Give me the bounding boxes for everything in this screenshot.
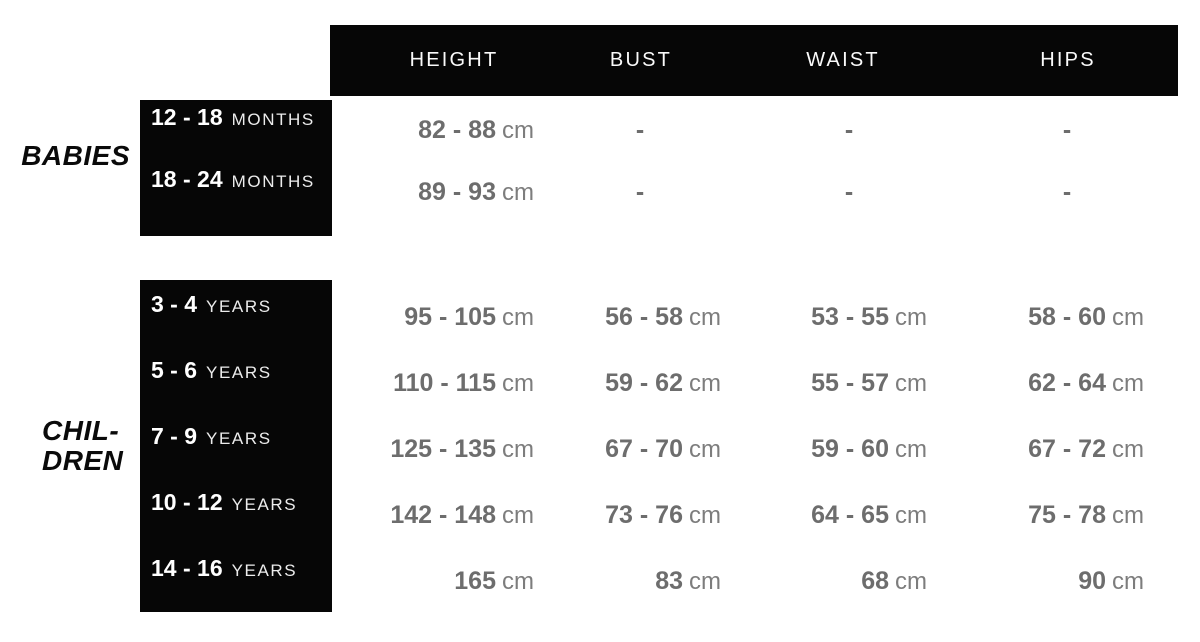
age-unit-label: YEARS xyxy=(206,429,272,448)
column-header-height: HEIGHT xyxy=(409,49,499,71)
bust-value-unit: cm xyxy=(689,370,721,397)
age-range-label: 12 - 18 xyxy=(151,104,223,130)
height-value-cell xyxy=(332,350,562,420)
age-unit-label: YEARS xyxy=(231,495,298,514)
height-value-number: 142 - 148 xyxy=(390,501,496,529)
height-value-unit: cm xyxy=(502,370,534,397)
table-row xyxy=(332,482,1180,548)
waist-empty-cell xyxy=(744,161,954,227)
column-header-waist: WAIST xyxy=(806,49,880,71)
bust-value-number: 83 xyxy=(655,567,683,595)
children-age-rows xyxy=(140,271,332,601)
height-value-cell xyxy=(332,548,562,618)
age-range-label: 14 - 16 xyxy=(151,555,223,581)
age-unit-label: YEARS xyxy=(206,363,272,382)
babies-values-grid xyxy=(332,99,1180,223)
age-range-label: 3 - 4 xyxy=(151,291,198,317)
bust-value-number: 56 - 58 xyxy=(605,303,683,331)
hips-value-cell xyxy=(954,482,1180,552)
hips-value-cell xyxy=(954,284,1180,354)
age-row xyxy=(140,271,332,337)
bust-value-unit: cm xyxy=(689,304,721,331)
hips-value-unit: cm xyxy=(1112,568,1144,595)
height-value-number: 95 - 105 xyxy=(404,303,496,331)
empty-dash: - xyxy=(844,178,854,206)
hips-value-number: 75 - 78 xyxy=(1028,501,1106,529)
table-row xyxy=(332,161,1180,223)
section-label-children-line1: CHIL- xyxy=(42,415,120,446)
hips-value-cell xyxy=(954,548,1180,618)
hips-value-cell xyxy=(954,416,1180,486)
empty-dash: - xyxy=(635,178,645,206)
hips-value-number: 90 xyxy=(1078,567,1106,595)
hips-value-number: 67 - 72 xyxy=(1028,435,1106,463)
age-row xyxy=(140,86,332,148)
height-value-number: 165 xyxy=(454,567,496,595)
column-header-bust: BUST xyxy=(609,49,673,71)
section-label-children xyxy=(42,416,123,476)
age-row xyxy=(140,403,332,469)
hips-value-unit: cm xyxy=(1112,370,1144,397)
column-header-hips: HIPS xyxy=(1040,49,1096,71)
bust-value-cell xyxy=(562,482,744,552)
hips-value-cell xyxy=(954,350,1180,420)
babies-age-rows xyxy=(140,86,332,210)
bust-value-number: 67 - 70 xyxy=(605,435,683,463)
waist-value-cell xyxy=(744,416,954,486)
hips-value-unit: cm xyxy=(1112,304,1144,331)
waist-value-unit: cm xyxy=(895,304,927,331)
empty-dash: - xyxy=(844,116,854,144)
waist-value-cell xyxy=(744,350,954,420)
age-unit-label: MONTHS xyxy=(231,110,315,129)
hips-empty-cell xyxy=(954,99,1180,165)
height-value-number: 89 - 93 xyxy=(418,178,496,206)
waist-value-cell xyxy=(744,482,954,552)
height-value-cell xyxy=(332,416,562,486)
babies-age-box xyxy=(140,100,332,236)
age-range-label: 5 - 6 xyxy=(151,357,198,383)
hips-value-unit: cm xyxy=(1112,502,1144,529)
bust-empty-cell xyxy=(549,99,731,165)
bust-value-unit: cm xyxy=(689,568,721,595)
height-value-unit: cm xyxy=(502,568,534,595)
age-row xyxy=(140,148,332,210)
age-row xyxy=(140,469,332,535)
bust-value-cell xyxy=(562,350,744,420)
age-range-label: 7 - 9 xyxy=(151,423,198,449)
age-row xyxy=(140,337,332,403)
waist-value-unit: cm xyxy=(895,436,927,463)
height-value-cell xyxy=(332,284,562,354)
children-values-grid xyxy=(332,284,1180,614)
table-row xyxy=(332,416,1180,482)
hips-value-unit: cm xyxy=(1112,436,1144,463)
section-label-babies: BABIES xyxy=(21,140,130,171)
height-value-unit: cm xyxy=(502,179,534,206)
height-value-cell xyxy=(332,161,562,227)
height-value-cell xyxy=(332,482,562,552)
empty-dash: - xyxy=(1062,116,1072,144)
bust-value-cell xyxy=(562,284,744,354)
height-value-number: 110 - 115 xyxy=(393,369,496,397)
bust-value-number: 59 - 62 xyxy=(605,369,683,397)
hips-value-number: 58 - 60 xyxy=(1028,303,1106,331)
bust-value-cell xyxy=(562,548,744,618)
height-value-unit: cm xyxy=(502,304,534,331)
height-value-unit: cm xyxy=(502,117,534,144)
hips-empty-cell xyxy=(954,161,1180,227)
table-row xyxy=(332,99,1180,161)
height-value-unit: cm xyxy=(502,502,534,529)
bust-empty-cell xyxy=(549,161,731,227)
table-header-bar xyxy=(330,25,1178,96)
empty-dash: - xyxy=(635,116,645,144)
empty-dash: - xyxy=(1062,178,1072,206)
table-row xyxy=(332,284,1180,350)
waist-value-number: 64 - 65 xyxy=(811,501,889,529)
age-unit-label: YEARS xyxy=(231,561,298,580)
age-row xyxy=(140,535,332,601)
section-label-children-line2: DREN xyxy=(42,445,124,476)
bust-value-unit: cm xyxy=(689,502,721,529)
waist-value-number: 55 - 57 xyxy=(811,369,889,397)
height-value-cell xyxy=(332,99,562,165)
waist-value-number: 53 - 55 xyxy=(811,303,889,331)
waist-value-number: 59 - 60 xyxy=(811,435,889,463)
height-value-number: 82 - 88 xyxy=(418,116,496,144)
table-row xyxy=(332,548,1180,614)
children-age-box xyxy=(140,280,332,612)
height-value-number: 125 - 135 xyxy=(390,435,496,463)
waist-value-cell xyxy=(744,548,954,618)
age-unit-label: MONTHS xyxy=(231,172,315,191)
age-range-label: 10 - 12 xyxy=(151,489,223,515)
hips-value-number: 62 - 64 xyxy=(1028,369,1106,397)
bust-value-unit: cm xyxy=(689,436,721,463)
height-value-unit: cm xyxy=(502,436,534,463)
bust-value-number: 73 - 76 xyxy=(605,501,683,529)
age-range-label: 18 - 24 xyxy=(151,166,223,192)
age-unit-label: YEARS xyxy=(206,297,272,316)
bust-value-cell xyxy=(562,416,744,486)
waist-value-cell xyxy=(744,284,954,354)
waist-empty-cell xyxy=(744,99,954,165)
waist-value-number: 68 xyxy=(861,567,889,595)
waist-value-unit: cm xyxy=(895,502,927,529)
waist-value-unit: cm xyxy=(895,568,927,595)
table-row xyxy=(332,350,1180,416)
waist-value-unit: cm xyxy=(895,370,927,397)
